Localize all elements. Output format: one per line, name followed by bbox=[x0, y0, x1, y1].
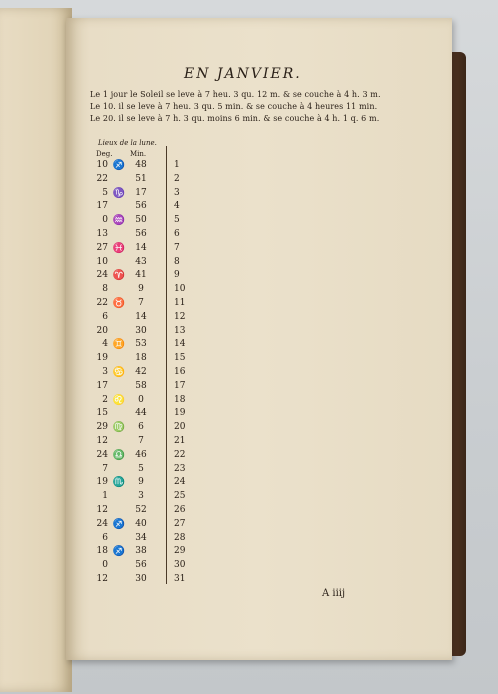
deg-cell: 3 bbox=[102, 367, 108, 377]
deg-cell: 6 bbox=[102, 311, 108, 322]
intro-line-1: Le 1 jour le Soleil se leve à 7 heu. 3 qu. 12 m. & se couche à 4 h. 3 m. bbox=[90, 90, 381, 99]
table-row bbox=[88, 395, 198, 409]
deg-cell: 15 bbox=[96, 408, 108, 419]
table-row bbox=[88, 464, 198, 478]
zodiac-sign-icon: ♊ bbox=[112, 339, 126, 351]
deg-cell: 13 bbox=[96, 229, 108, 239]
table-row bbox=[88, 201, 198, 215]
deg-cell: 7 bbox=[102, 463, 108, 474]
day-cell: 16 bbox=[174, 367, 186, 377]
deg-cell: 24 bbox=[96, 518, 108, 529]
deg-cell: 20 bbox=[96, 325, 108, 336]
day-cell: 23 bbox=[174, 463, 186, 474]
page-title: EN JANVIER. bbox=[184, 66, 302, 82]
day-cell: 4 bbox=[174, 201, 180, 212]
deg-cell: 22 bbox=[96, 173, 108, 184]
day-cell: 6 bbox=[174, 229, 180, 239]
table-row bbox=[88, 243, 198, 257]
table-row bbox=[88, 284, 198, 298]
day-cell: 5 bbox=[174, 215, 180, 226]
day-cell: 2 bbox=[174, 173, 180, 184]
deg-cell: 0 bbox=[102, 560, 108, 571]
min-cell: 58 bbox=[135, 380, 147, 391]
day-cell: 10 bbox=[174, 284, 186, 295]
min-cell: 17 bbox=[135, 187, 147, 198]
deg-cell: 4 bbox=[102, 339, 108, 350]
min-cell: 14 bbox=[135, 242, 147, 253]
day-cell: 24 bbox=[174, 477, 186, 488]
min-cell: 51 bbox=[135, 173, 147, 184]
min-cell: 50 bbox=[135, 215, 147, 226]
table-row bbox=[88, 270, 198, 284]
min-cell: 30 bbox=[135, 574, 147, 584]
table-row bbox=[88, 408, 198, 422]
table-row bbox=[88, 312, 198, 326]
day-cell: 14 bbox=[174, 339, 186, 350]
zodiac-sign-icon: ♋ bbox=[112, 367, 126, 378]
deg-cell: 29 bbox=[96, 422, 108, 433]
min-cell: 0 bbox=[138, 394, 144, 405]
day-cell: 31 bbox=[174, 574, 186, 584]
zodiac-sign-icon: ♏ bbox=[112, 477, 126, 489]
min-cell: 42 bbox=[135, 367, 147, 377]
table-row bbox=[88, 477, 198, 491]
min-cell: 3 bbox=[138, 491, 144, 502]
day-cell: 26 bbox=[174, 505, 186, 515]
table-title: Lieux de la lune. bbox=[98, 139, 157, 147]
min-cell: 7 bbox=[138, 298, 144, 308]
table-row bbox=[88, 436, 198, 450]
min-cell: 46 bbox=[135, 449, 147, 460]
table-row bbox=[88, 546, 198, 560]
min-cell: 53 bbox=[135, 339, 147, 350]
table-row bbox=[88, 229, 198, 243]
deg-cell: 0 bbox=[102, 215, 108, 226]
zodiac-sign-icon: ♌ bbox=[112, 394, 126, 406]
deg-cell: 10 bbox=[96, 256, 108, 267]
table-row bbox=[88, 422, 198, 436]
table-row bbox=[88, 174, 198, 188]
table-row bbox=[88, 353, 198, 367]
min-cell: 48 bbox=[135, 160, 147, 170]
table-row bbox=[88, 367, 198, 381]
day-cell: 15 bbox=[174, 353, 186, 364]
table-row bbox=[88, 215, 198, 229]
day-cell: 7 bbox=[174, 242, 180, 253]
min-cell: 7 bbox=[138, 436, 144, 446]
deg-cell: 24 bbox=[96, 449, 108, 460]
zodiac-sign-icon: ♉ bbox=[112, 298, 126, 309]
deg-cell: 5 bbox=[102, 187, 108, 198]
table-row bbox=[88, 257, 198, 271]
deg-cell: 19 bbox=[96, 477, 108, 488]
min-cell: 9 bbox=[138, 477, 144, 488]
deg-cell: 2 bbox=[102, 394, 108, 405]
table-row bbox=[88, 339, 198, 353]
zodiac-sign-icon: ♐ bbox=[112, 518, 126, 530]
min-cell: 9 bbox=[138, 284, 144, 295]
day-cell: 9 bbox=[174, 270, 180, 281]
day-cell: 13 bbox=[174, 325, 186, 336]
day-cell: 11 bbox=[174, 298, 186, 308]
min-cell: 40 bbox=[135, 518, 147, 529]
min-cell: 43 bbox=[135, 256, 147, 267]
table-row bbox=[88, 326, 198, 340]
day-cell: 21 bbox=[174, 436, 186, 446]
table-row bbox=[88, 519, 198, 533]
page-signature: A iiij bbox=[322, 588, 346, 599]
table-row bbox=[88, 533, 198, 547]
deg-cell: 27 bbox=[96, 242, 108, 253]
table-row bbox=[88, 491, 198, 505]
table-row bbox=[88, 381, 198, 395]
deg-cell: 24 bbox=[96, 270, 108, 281]
deg-cell: 22 bbox=[96, 298, 108, 308]
deg-cell: 12 bbox=[96, 436, 108, 446]
day-cell: 20 bbox=[174, 422, 186, 433]
table-row bbox=[88, 450, 198, 464]
day-cell: 19 bbox=[174, 408, 186, 419]
day-cell: 3 bbox=[174, 187, 180, 198]
deg-cell: 12 bbox=[96, 574, 108, 584]
zodiac-sign-icon: ♑ bbox=[112, 187, 126, 199]
table-row bbox=[88, 298, 198, 312]
min-cell: 38 bbox=[135, 546, 147, 557]
deg-cell: 6 bbox=[102, 532, 108, 543]
table-row bbox=[88, 505, 198, 519]
column-header-deg: Deg. bbox=[96, 150, 113, 158]
left-page-edge bbox=[0, 8, 72, 692]
deg-cell: 17 bbox=[96, 380, 108, 391]
day-cell: 25 bbox=[174, 491, 186, 502]
min-cell: 34 bbox=[135, 532, 147, 543]
min-cell: 52 bbox=[135, 505, 147, 515]
day-cell: 1 bbox=[174, 160, 180, 170]
intro-line-2: Le 10. il se leve à 7 heu. 3 qu. 5 min. & se couche à 4 heures 11 min. bbox=[90, 102, 378, 111]
deg-cell: 19 bbox=[96, 353, 108, 364]
min-cell: 56 bbox=[135, 560, 147, 571]
day-cell: 29 bbox=[174, 546, 186, 557]
table-row bbox=[88, 574, 198, 588]
day-cell: 8 bbox=[174, 256, 180, 267]
deg-cell: 12 bbox=[96, 505, 108, 515]
deg-cell: 8 bbox=[102, 284, 108, 295]
table-row bbox=[88, 188, 198, 202]
deg-cell: 18 bbox=[96, 546, 108, 557]
zodiac-sign-icon: ♎ bbox=[112, 449, 126, 461]
day-cell: 22 bbox=[174, 449, 186, 460]
min-cell: 18 bbox=[135, 353, 147, 364]
min-cell: 6 bbox=[138, 422, 144, 433]
day-cell: 12 bbox=[174, 311, 186, 322]
intro-line-3: Le 20. il se leve à 7 h. 3 qu. moins 6 min. & se couche à 4 h. 1 q. 6 m. bbox=[90, 114, 380, 123]
min-cell: 41 bbox=[135, 270, 147, 281]
day-cell: 18 bbox=[174, 394, 186, 405]
min-cell: 5 bbox=[138, 463, 144, 474]
zodiac-sign-icon: ♈ bbox=[112, 270, 126, 282]
min-cell: 30 bbox=[135, 325, 147, 336]
min-cell: 44 bbox=[135, 408, 147, 419]
deg-cell: 10 bbox=[96, 160, 108, 170]
zodiac-sign-icon: ♓ bbox=[112, 242, 126, 254]
table-row bbox=[88, 160, 198, 174]
deg-cell: 1 bbox=[102, 491, 108, 502]
day-cell: 28 bbox=[174, 532, 186, 543]
zodiac-sign-icon: ♍ bbox=[112, 422, 126, 434]
table-row bbox=[88, 560, 198, 574]
column-header-min: Min. bbox=[130, 150, 147, 158]
day-cell: 30 bbox=[174, 560, 186, 571]
zodiac-sign-icon: ♒ bbox=[112, 215, 126, 227]
min-cell: 56 bbox=[135, 229, 147, 239]
day-cell: 27 bbox=[174, 518, 186, 529]
min-cell: 14 bbox=[135, 311, 147, 322]
zodiac-sign-icon: ♐ bbox=[112, 546, 126, 558]
min-cell: 56 bbox=[135, 201, 147, 212]
zodiac-sign-icon: ♐ bbox=[112, 160, 126, 171]
day-cell: 17 bbox=[174, 380, 186, 391]
deg-cell: 17 bbox=[96, 201, 108, 212]
